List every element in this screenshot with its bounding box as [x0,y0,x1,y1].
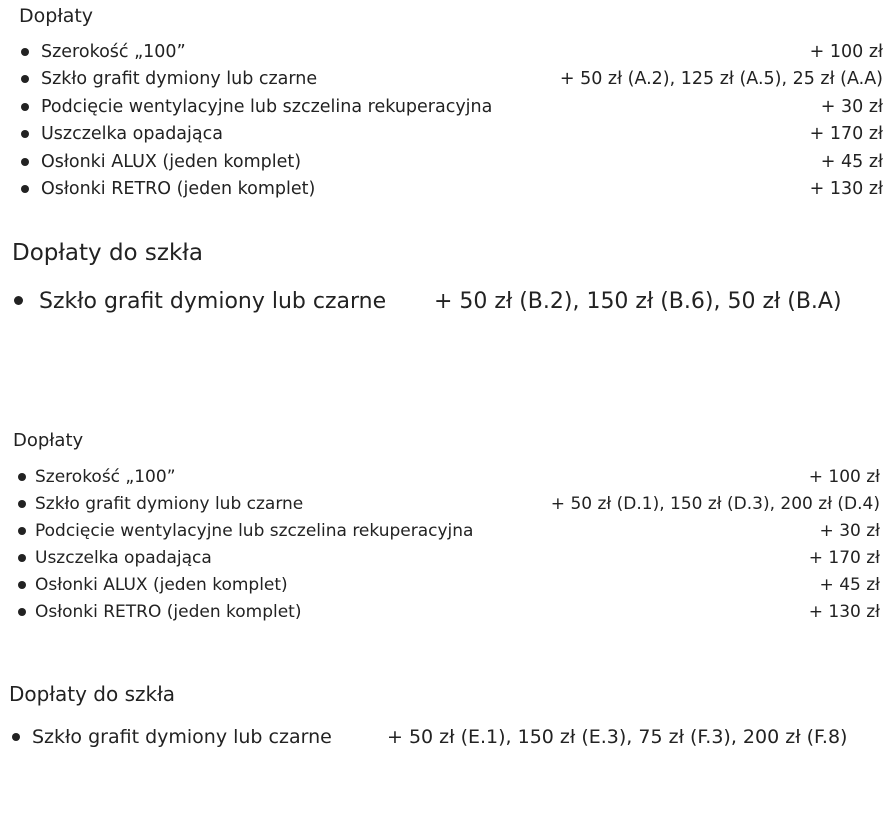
list-item [21,176,883,204]
item-price: + 130 zł [809,179,883,200]
item-price: + 100 zł [809,41,883,62]
section-heading: Dopłaty [19,5,94,27]
item-price: + 50 zł (E.1), 150 zł (E.3), 75 zł (F.3), 200 zł (F.8) [387,726,848,748]
bullet-icon [18,527,26,535]
bullet-icon [21,185,29,193]
item-label: Podcięcie wentylacyjne lub szczelina rekuperacyjna [41,96,493,117]
item-label: Uszczelka opadająca [35,547,212,568]
list-item [18,463,880,490]
list-item [21,121,883,149]
item-price: + 45 zł [819,574,880,595]
item-label: Uszczelka opadająca [41,124,223,145]
item-price: + 100 zł [808,466,880,487]
item-label: Szerokość „100” [35,466,176,487]
item-label: Szerokość „100” [41,41,186,62]
item-price: + 130 zł [808,601,880,622]
list-item [18,490,880,517]
list-item [21,66,883,94]
list-item [18,598,880,625]
list-item [18,571,880,598]
bullet-icon [21,75,29,83]
item-label: Szkło grafit dymiony lub czarne [35,493,304,514]
item-label: Podcięcie wentylacyjne lub szczelina rekuperacyjna [35,520,474,541]
bullet-icon [18,473,26,481]
item-label: Szkło grafit dymiony lub czarne [39,288,387,314]
item-label: Osłonki ALUX (jeden komplet) [35,574,288,595]
surcharge-list [18,463,880,625]
item-price: + 170 zł [808,547,880,568]
item-label: Szkło grafit dymiony lub czarne [32,726,332,748]
bullet-icon [21,158,29,166]
item-label: Osłonki ALUX (jeden komplet) [41,151,302,172]
item-label: Szkło grafit dymiony lub czarne [41,69,318,90]
bullet-icon [18,500,26,508]
bullet-icon [21,103,29,111]
section-heading: Dopłaty [13,430,84,451]
item-label: Osłonki RETRO (jeden komplet) [41,179,316,200]
item-label: Osłonki RETRO (jeden komplet) [35,601,302,622]
item-price: + 50 zł (B.2), 150 zł (B.6), 50 zł (B.A) [434,288,842,314]
item-price: + 45 zł [820,151,883,172]
list-item [18,544,880,571]
section-heading: Dopłaty do szkła [9,682,176,706]
item-price: + 30 zł [820,96,883,117]
bullet-icon [18,581,26,589]
bullet-icon [18,554,26,562]
bullet-icon [12,733,20,741]
bullet-icon [18,608,26,616]
list-item [21,148,883,176]
item-price: + 50 zł (D.1), 150 zł (D.3), 200 zł (D.4) [550,493,880,514]
item-price: + 50 zł (A.2), 125 zł (A.5), 25 zł (A.A) [559,69,883,90]
list-item [21,93,883,121]
list-item [18,517,880,544]
bullet-icon [21,48,29,56]
surcharge-list [21,38,883,203]
list-item [21,38,883,66]
item-price: + 30 zł [819,520,880,541]
bullet-icon [21,130,29,138]
bullet-icon [14,296,23,305]
item-price: + 170 zł [809,124,883,145]
section-heading: Dopłaty do szkła [12,240,203,266]
